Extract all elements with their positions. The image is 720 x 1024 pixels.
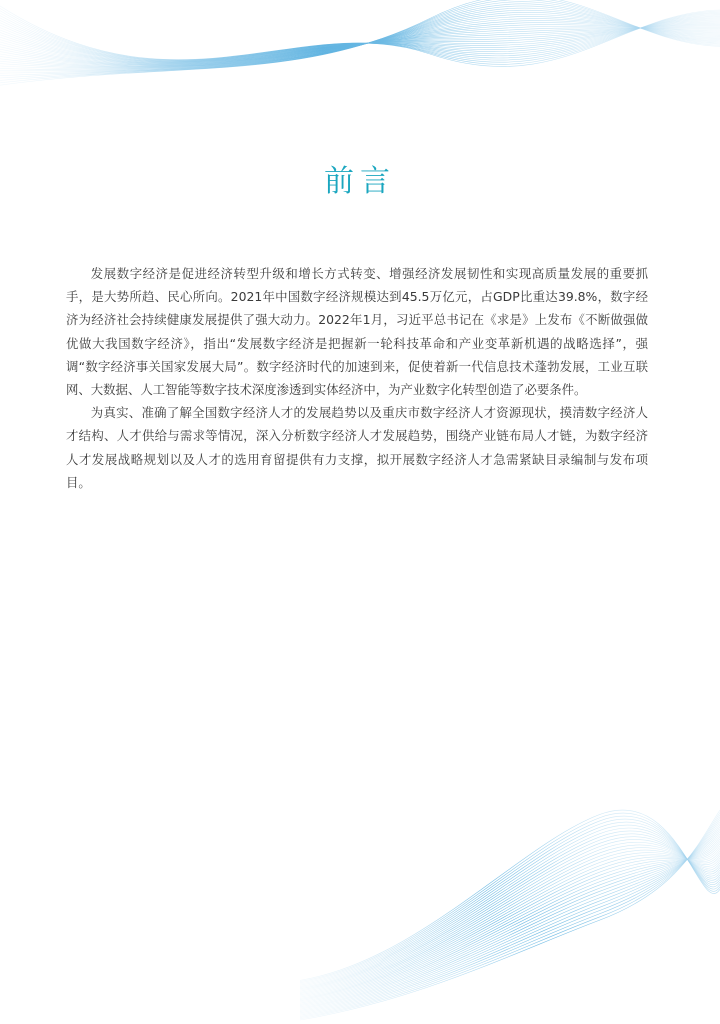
bottom-wave-line [300,842,720,993]
bottom-wave-line [300,836,720,1006]
top-wave-line [0,0,720,85]
top-wave-line [0,25,720,64]
bottom-wave-line [300,846,720,1002]
bottom-wave-line [300,851,720,1000]
top-wave-line [0,6,720,67]
top-wave-line [0,18,720,62]
bottom-wave-line [300,824,720,1012]
bottom-wave-line [300,831,720,989]
bottom-wave-line [300,853,720,999]
top-wave-line [0,4,720,76]
top-wave-line [0,26,720,66]
top-wave-line [0,28,720,65]
bottom-wave-line [300,817,720,1016]
bottom-wave-line [300,822,720,1014]
bottom-wave-decoration [300,800,720,1024]
top-wave-line [0,21,720,63]
top-wave-line [0,28,720,66]
top-wave-line [0,10,720,70]
top-wave-line [0,14,720,61]
bottom-wave-line [300,848,720,1000]
top-wave-line [0,23,720,63]
bottom-wave-line [300,825,720,986]
top-wave-line [0,16,720,68]
bottom-wave-line [300,834,720,990]
top-wave-line [0,27,720,65]
top-wave-line [0,8,720,71]
bottom-wave-line [300,837,720,992]
top-wave-line [0,19,720,68]
page-title: 前言 [324,164,396,199]
top-wave-line [0,13,720,60]
bottom-wave-line [300,841,720,1004]
body-text [66,262,648,494]
bottom-wave-line [300,815,720,1018]
bottom-wave-line [300,848,720,996]
top-wave-line [0,0,720,83]
top-wave-line [0,20,720,63]
top-wave-line [0,22,720,63]
bottom-wave-line [300,812,720,1018]
bottom-wave-line [300,816,720,983]
top-wave-line [0,0,720,80]
top-wave-line [0,11,720,62]
top-wave-line [0,16,720,62]
top-wave-line [0,6,720,73]
paragraph: 为真实、准确了解全国数字经济人才的发展趋势以及重庆市数字经济人才资源现状，摸清数字经济人才结构、人才供给与需求等情况，深入分析数字经济人才发展趋势，围绕产业链布局人才链，为数字经济人才发展战略规划以及人才的选用育留提供有力支撑，拟开展数字经济人才急需紧缺目录编制与发布项目。 [66,405,648,490]
top-wave-line [0,8,720,64]
bottom-wave-line [300,845,720,995]
top-wave-line [0,24,720,64]
bottom-wave-line [300,827,720,1012]
bottom-wave-line [300,839,720,992]
top-wave-line [0,14,720,68]
bottom-wave-line [300,820,720,1016]
top-wave-line [0,12,720,69]
bottom-wave-line [300,844,720,1004]
top-wave-line [0,21,720,67]
bottom-wave-line [300,839,720,1006]
paragraph: 发展数字经济是促进经济转型升级和增长方式转变、增强经济发展韧性和实现高质量发展的重要抓手，是大势所趋、民心所向。2021年中国数字经济规模达到45.5万亿元，占GDP比重达39.8%，数字经济为经济社会持续健康发展提供了强大动力。2022年1月，习近平总书记在《求是》上发布《不断做强做优做大我国数字经济》，指出“发展数字经济是把握新一轮科技革命和产业变革新机遇的战略选择”，强调“数字经济事关国家发展大局”。数字经济时代的加速到来，促使着新一代信息技术蓬勃发展，工业互联网、大数据、人工智能等数字技术深度渗透到实体经济中，为产业数字化转型创造了必要条件。 [66,266,648,398]
bottom-wave-line [300,832,720,1010]
bottom-wave-line [300,828,720,988]
bottom-wave-line [300,810,720,980]
top-wave-decoration [0,0,720,120]
top-wave-line [0,2,720,78]
bottom-wave-line [300,834,720,1008]
top-wave-line [0,25,720,67]
bottom-wave-line [300,822,720,985]
bottom-wave-line [300,819,720,984]
bottom-wave-line [300,829,720,1010]
top-wave-line [0,19,720,63]
bottom-wave-line [300,813,720,982]
top-wave-line [0,23,720,67]
top-wave-line [0,17,720,62]
bottom-wave-line [300,850,720,997]
bottom-wave-line [300,810,720,1020]
